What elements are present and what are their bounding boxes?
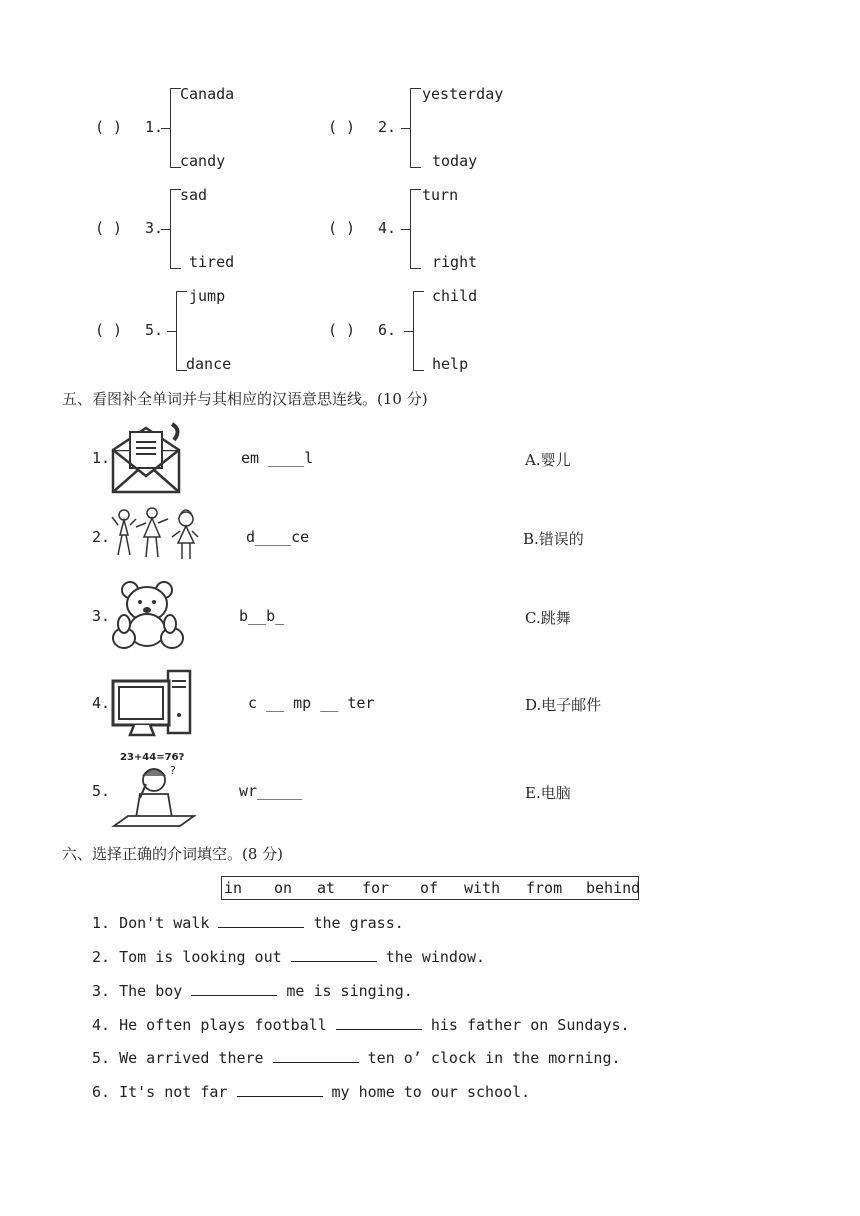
sentence-before: He often plays football [119,1016,327,1034]
answer-blank[interactable] [273,1062,359,1063]
sentence-after: the window. [385,948,486,966]
sentence-number: 1. [92,914,111,932]
option-top: sad [180,186,208,204]
bracket-tick [161,229,171,230]
option-top: turn [422,186,459,204]
word-blank[interactable]: em ____l [241,449,314,467]
bracket-tick [401,229,411,230]
answer-paren[interactable]: ( ) [95,321,123,339]
item-number: 4. [378,219,397,237]
row-number: 1. [92,449,111,467]
word-bank-item: on [274,879,293,897]
picture-equation: 23+44=76? [120,752,185,763]
answer-blank[interactable] [237,1096,323,1097]
sentence-number: 4. [92,1016,111,1034]
confused-boy-icon [110,752,200,830]
meaning: D.电子邮件 [525,696,602,714]
option-top: Canada [180,85,235,103]
meaning: A.婴儿 [525,451,571,469]
bracket [410,189,421,269]
sentence-number: 5. [92,1049,111,1067]
computer-icon [110,667,194,739]
sentence-before: It's not far [119,1083,228,1101]
item-number: 2. [378,118,397,136]
sentence-number: 3. [92,982,111,1000]
answer-paren[interactable]: ( ) [328,219,356,237]
word-bank [221,876,639,900]
word-bank-item: at [317,879,336,897]
sentence-before: We arrived there [119,1049,264,1067]
item-number: 5. [145,321,164,339]
sentence [92,1016,630,1034]
answer-paren[interactable]: ( ) [95,118,123,136]
word-bank-item: for [362,879,390,897]
word-blank[interactable]: d____ce [246,528,310,546]
bracket [410,88,421,168]
bracket-tick [401,128,411,129]
row-number: 4. [92,694,111,712]
teddy-bear-icon [110,580,184,654]
answer-blank[interactable] [336,1029,422,1030]
bracket-tick [161,128,171,129]
option-bottom: tired [189,253,235,271]
sentence-before: Don't walk [119,914,210,932]
option-bottom: dance [186,355,232,373]
bracket [413,291,424,371]
sentence-number: 2. [92,948,111,966]
sentence [92,1049,621,1067]
section-5-title: 五、看图补全单词并与其相应的汉语意思连线。(10 分) [62,390,428,408]
sentence-before: The boy [119,982,183,1000]
answer-paren[interactable]: ( ) [95,219,123,237]
option-bottom: help [432,355,469,373]
answer-blank[interactable] [218,927,304,928]
answer-paren[interactable]: ( ) [328,118,356,136]
sentence-after: ten o’ clock in the morning. [367,1049,621,1067]
item-number: 6. [378,321,397,339]
row-number: 5. [92,782,111,800]
option-top: child [432,287,478,305]
sentence-after: my home to our school. [331,1083,531,1101]
section-6-title: 六、选择正确的介词填空。(8 分) [62,845,284,863]
word-blank[interactable]: b__b_ [239,607,285,625]
row-number: 3. [92,607,111,625]
word-blank[interactable]: c __ mp __ ter [248,694,375,712]
word-bank-item: of [420,879,439,897]
option-top: jump [189,287,226,305]
word-bank-item: from [526,879,563,897]
answer-paren[interactable]: ( ) [328,321,356,339]
sentence-after: the grass. [313,914,404,932]
meaning: E.电脑 [525,784,571,802]
sentence-number: 6. [92,1083,111,1101]
word-blank[interactable]: wr_____ [239,782,303,800]
item-number: 3. [145,219,164,237]
sentence [92,1083,530,1101]
word-bank-item: with [464,879,501,897]
sentence-before: Tom is looking out [119,948,282,966]
sentence [92,914,404,932]
row-number: 2. [92,528,111,546]
meaning: B.错误的 [523,530,584,548]
sentence [92,982,413,1000]
sentence-after: me is singing. [286,982,413,1000]
dancing-girls-icon [110,505,202,563]
answer-blank[interactable] [191,995,277,996]
bracket-tick [167,331,177,332]
sentence-after: his father on Sundays. [430,1016,630,1034]
bracket-tick [404,331,414,332]
answer-blank[interactable] [291,961,377,962]
option-top: yesterday [422,85,504,103]
option-bottom: today [432,152,478,170]
envelope-icon [110,420,182,494]
option-bottom: candy [180,152,226,170]
sentence [92,948,485,966]
meaning: C.跳舞 [525,609,571,627]
option-bottom: right [432,253,478,271]
svg-text:?: ? [170,764,176,777]
word-bank-item: in [224,879,243,897]
word-bank-item: behind [586,879,641,897]
item-number: 1. [145,118,164,136]
